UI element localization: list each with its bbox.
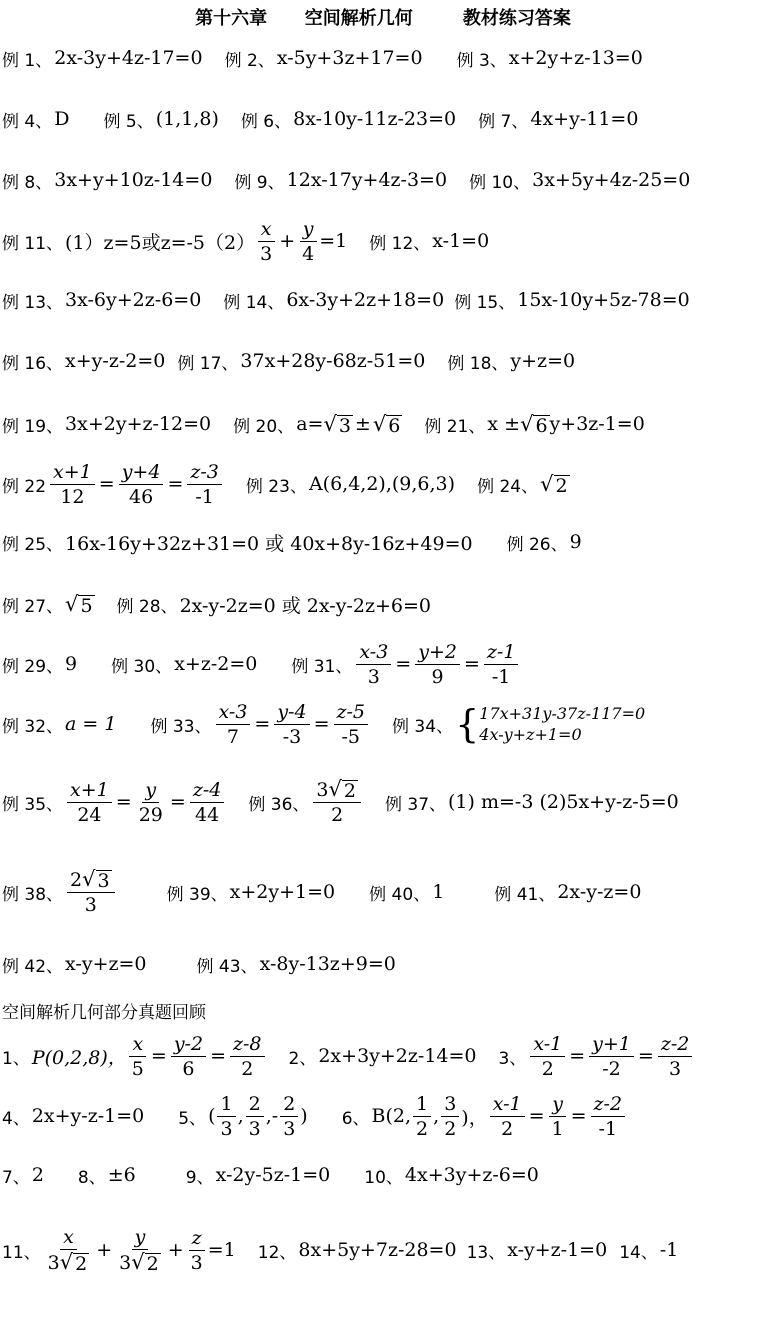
fraction: $\frac{y+2}{9}$ [415, 640, 460, 689]
answer-text: 37x+28y-68z-51=0 [240, 350, 426, 372]
example-label: 例 34、 [392, 716, 454, 737]
example-label: 例 37、 [384, 794, 447, 815]
answer-row [2, 270, 690, 330]
answer-text: 15x-10y+5z-78=0 [517, 289, 690, 311]
example-label: 例 28、 [116, 596, 178, 617]
sqrt-symbol: √ 2 [131, 1250, 159, 1275]
fraction: $\frac{y}{4}$ [299, 217, 317, 266]
fraction: $\frac{z-4}{44}$ [190, 778, 225, 827]
example-label: 例 36、 [248, 794, 310, 815]
sqrt-symbol: √ 6 [372, 412, 401, 437]
review-row: 11、 x 3 √ 2 + y 3 √ 2 + $\frac{z}{3}$ =1 12、 8x+5y+7z-28=0 13、 x-y+z-1=0 14、 -1 [2, 1226, 679, 1275]
answer-text: 1 [432, 881, 445, 903]
sqrt-symbol: √ 2 [540, 472, 568, 497]
answer-text: x-2y-5z-1=0 [215, 1164, 331, 1186]
fraction: $\frac{x-1}{2}$ [490, 1092, 525, 1141]
fraction: $\frac{x-3}{7}$ [216, 700, 251, 749]
example-label: 例 33、 [150, 716, 212, 737]
answer-text: -1 [659, 1239, 679, 1261]
answer-text: (1）z=5或z=-5（2） [65, 231, 256, 254]
example-label: 例 11、 [2, 233, 64, 254]
answer-text: 16x-16y+32z+31=0 或 40x+8y-16z+49=0 [65, 532, 473, 555]
fraction: $\frac{y}{1}$ [549, 1092, 567, 1141]
fraction: $\frac{z-2}{-1}$ [591, 1092, 626, 1141]
answer-text: x-8y-13z+9=0 [259, 953, 396, 975]
example-label: 例 38、 [2, 884, 64, 905]
example-label: 例 16、 [2, 353, 64, 374]
answer-text: x-y+z-1=0 [507, 1239, 608, 1261]
answer-row [2, 512, 582, 572]
sqrt-symbol: √ 3 [82, 867, 110, 892]
review-row [2, 1145, 539, 1205]
answer-text: A(6,4,2),(9,6,3) [308, 473, 456, 495]
example-label: 例 6、 [240, 111, 292, 132]
fraction: $\frac{x+1}{24}$ [67, 778, 112, 827]
question-label: 14、 [619, 1242, 658, 1263]
fraction: $\frac{z-8}{2}$ [230, 1032, 265, 1081]
answer-text: 3x+y+10z-14=0 [54, 169, 213, 191]
answer-row: 例 19、 3x+2y+z-12=0 例 20、 a= √ 3 ± √ 6 例 21、 x ± √ 6 y+3z-1=0 [2, 412, 645, 437]
question-label: 2、 [288, 1048, 317, 1069]
answer-text: 8x-10y-11z-23=0 [293, 108, 457, 130]
answer-text: x+2y+1=0 [229, 881, 336, 903]
answer-row [2, 574, 431, 634]
example-label: 例 41、 [494, 884, 556, 905]
page-title: 第十六章 空间解析几何 教材练习答案 [195, 8, 571, 29]
example-label: 例 12、 [369, 233, 431, 254]
answer-text: 9 [65, 653, 78, 675]
fraction: $\frac{x}{5}$ [129, 1032, 147, 1081]
answer-text: 4x+3y+z-6=0 [404, 1164, 539, 1186]
answer-text: 3x-6y+2z-6=0 [65, 289, 202, 311]
fraction: $\frac{3}{2}$ [441, 1092, 459, 1141]
answer-row: 例 11、 (1）z=5或z=-5（2） $\frac{x}{3}$ + $\frac{y}{4}$ =1 例 12、 x-1=0 [2, 217, 490, 265]
example-label: 例 26、 [506, 534, 568, 555]
question-label: 3、 [498, 1048, 527, 1069]
answer-row: 例 35、 $\frac{x+1}{24}$ = $\frac{y}{29}$ = $\frac{z-4}{44}$ 例 36、 3 √ 2 2 例 37、 (1) m=-3 (2)5x+y-z-5=0 [2, 777, 679, 826]
answer-text: 3x+2y+z-12=0 [65, 413, 212, 435]
fraction: 2 √ 3 3 [67, 867, 115, 917]
example-label: 例 8、 [2, 172, 53, 193]
review-heading: 空间解析几何部分真题回顾 [2, 1003, 206, 1023]
fraction: $\frac{x-1}{2}$ [530, 1032, 565, 1081]
fraction: $\frac{y-2}{6}$ [171, 1032, 206, 1081]
example-label: 例 24、 [477, 476, 539, 497]
question-label: 10、 [364, 1167, 403, 1188]
sqrt-symbol: √ 5 [65, 592, 93, 617]
fraction: $\frac{y-4}{-3}$ [274, 700, 309, 749]
answer-text: y+z=0 [510, 350, 576, 372]
answer-text: x+2y+z-13=0 [508, 47, 643, 69]
question-label: 6、 [341, 1108, 370, 1129]
answer-text: 12x-17y+4z-3=0 [286, 169, 448, 191]
answer-row [2, 150, 690, 210]
fraction: $\frac{x+1}{12}$ [50, 460, 95, 509]
fraction: x 3 √ 2 [47, 1226, 88, 1275]
answer-text: 8x+5y+7z-28=0 [298, 1239, 457, 1261]
answer-text: x+z-2=0 [174, 653, 258, 675]
question-label: 11、 [2, 1242, 41, 1263]
answer-text: x-y+z=0 [65, 953, 147, 975]
review-row: 4、 2x+y-z-1=0 5、 ( $\frac{1}{3}$ , $\frac{2}{3}$ ,- $\frac{2}{3}$ ) 6、 B(2, $\frac{1}{2}$ , $\frac{3}{2}$ )， $\frac{x-1}{2}$ = $\frac{y}{1}$ = $\frac{z-2}{-1}$ [2, 1086, 627, 1146]
example-label: 例 10、 [469, 172, 531, 193]
question-label: 4、 [2, 1108, 30, 1129]
example-label: 例 31、 [291, 656, 353, 677]
fraction: $\frac{x}{3}$ [257, 217, 275, 266]
answer-text: x-5y+3z+17=0 [276, 47, 423, 69]
example-label: 例 32、 [2, 716, 64, 737]
example-label: 例 19、 [2, 416, 64, 437]
answer-text: 9 [569, 531, 582, 553]
answer-text: x+y-z-2=0 [65, 350, 166, 372]
example-label: 例 1、 [2, 50, 53, 71]
answer-text: D [54, 108, 70, 130]
fraction: $\frac{z-2}{3}$ [658, 1032, 693, 1081]
fraction: $\frac{1}{3}$ [217, 1092, 235, 1141]
example-label: 例 5、 [103, 111, 154, 132]
answer-text: 2x-y-2z=0 或 2x-y-2z+6=0 [179, 594, 431, 617]
fraction: $\frac{z-1}{-1}$ [484, 640, 519, 689]
example-label: 例 25、 [2, 534, 64, 555]
answer-row [2, 862, 641, 922]
fraction: y 3 √ 2 [119, 1226, 159, 1275]
fraction: $\frac{z-5}{-5}$ [334, 700, 369, 749]
fraction: $\frac{z-3}{-1}$ [187, 460, 222, 509]
example-label: 例 14、 [223, 292, 285, 313]
example-label: 例 35、 [2, 794, 64, 815]
answer-text: 2x+3y+2z-14=0 [318, 1045, 477, 1067]
example-label: 例 15、 [454, 292, 516, 313]
fraction: 3 √ 2 2 [313, 777, 361, 827]
answer-text: x-1=0 [432, 230, 490, 252]
answer-text: 2 [31, 1164, 44, 1186]
answer-row: 例 22 $\frac{x+1}{12}$ = $\frac{y+4}{46}$ = $\frac{z-3}{-1}$ 例 23、 A(6,4,2),(9,6,3) 例 24、 √ 2 [2, 460, 568, 508]
example-label: 例 21、 [424, 416, 486, 437]
sqrt-symbol: √ 2 [328, 777, 356, 802]
fraction: $\frac{1}{2}$ [413, 1092, 431, 1141]
answer-row [2, 28, 643, 88]
sqrt-symbol: √ 2 [59, 1250, 88, 1275]
question-label: 13、 [466, 1242, 506, 1263]
question-label: 9、 [185, 1167, 214, 1188]
question-label: 8、 [77, 1167, 106, 1188]
answer-text: ±6 [107, 1164, 136, 1186]
answer-row: 例 29、 9 例 30、 x+z-2=0 例 31、 $\frac{x-3}{3}$ = $\frac{y+2}{9}$ = $\frac{z-1}{-1}$ [2, 634, 520, 694]
equation-system: { 17x+31y-37z-117=0 4x-y+z+1=0 [455, 702, 646, 746]
review-row: 1、 P(0,2,8)， $\frac{x}{5}$ = $\frac{y-2}{6}$ = $\frac{z-8}{2}$ 2、 2x+3y+2z-14=0 3、 $\frac{x-1}{2}$ = $\frac{y+1}{-2}$ = $\frac{z-2}{3}$ [2, 1026, 694, 1086]
example-label: 例 2、 [224, 50, 275, 71]
answer-text: a = 1 [65, 713, 117, 735]
example-label: 例 7、 [478, 111, 529, 132]
question-label: 7、 [2, 1167, 30, 1188]
answer-row [2, 89, 638, 149]
example-label: 例 40、 [369, 884, 431, 905]
answer-text: 2x+y-z-1=0 [31, 1105, 145, 1127]
example-label: 例 20、 [233, 416, 295, 437]
example-label: 例 43、 [196, 956, 258, 977]
question-label: 1、 [2, 1048, 30, 1069]
answer-text: 4x+y-11=0 [530, 108, 639, 130]
example-label: 例 29、 [2, 656, 64, 677]
example-label: 例 4、 [2, 111, 53, 132]
question-label: 5、 [178, 1108, 207, 1129]
answer-text: (1,1,8) [155, 108, 219, 130]
fraction: $\frac{y}{29}$ [138, 778, 163, 826]
answer-text: 2x-y-z=0 [557, 881, 642, 903]
answer-text: (1) m=-3 (2)5x+y-z-5=0 [448, 791, 679, 813]
question-label: 12、 [257, 1242, 297, 1263]
example-label: 例 18、 [447, 353, 509, 374]
answer-row [2, 331, 575, 391]
answer-text: 2x-3y+4z-17=0 [54, 47, 203, 69]
answer-text: 3x+5y+4z-25=0 [532, 169, 691, 191]
example-label: 例 13、 [2, 292, 64, 313]
sqrt-symbol: √ 3 [323, 412, 351, 437]
example-label: 例 9、 [234, 172, 285, 193]
example-label: 例 30、 [111, 656, 173, 677]
fraction: $\frac{2}{3}$ [246, 1092, 264, 1141]
fraction: $\frac{y+4}{46}$ [119, 460, 164, 509]
sqrt-symbol: √ 6 [520, 412, 548, 437]
fraction: $\frac{y+1}{-2}$ [589, 1032, 634, 1081]
answer-row: 例 32、 a = 1 例 33、 $\frac{x-3}{7}$ = $\frac{y-4}{-3}$ = $\frac{z-5}{-5}$ 例 34、 { 17x+31y-37z-117=0 4x-y+z+1=0 [2, 700, 646, 748]
example-label: 例 42、 [2, 956, 64, 977]
answer-text: 6x-3y+2z+18=0 [286, 289, 445, 311]
fraction: $\frac{z}{3}$ [190, 1226, 203, 1274]
answer-row [2, 934, 396, 994]
example-label: 例 3、 [456, 50, 507, 71]
example-label: 例 17、 [177, 353, 239, 374]
example-label: 例 27、 [2, 596, 64, 617]
example-label: 例 23、 [245, 476, 307, 497]
example-label: 例 39、 [166, 884, 228, 905]
example-label: 例 22 [2, 476, 47, 497]
fraction: $\frac{x-3}{3}$ [356, 640, 391, 689]
fraction: $\frac{2}{3}$ [280, 1092, 298, 1141]
